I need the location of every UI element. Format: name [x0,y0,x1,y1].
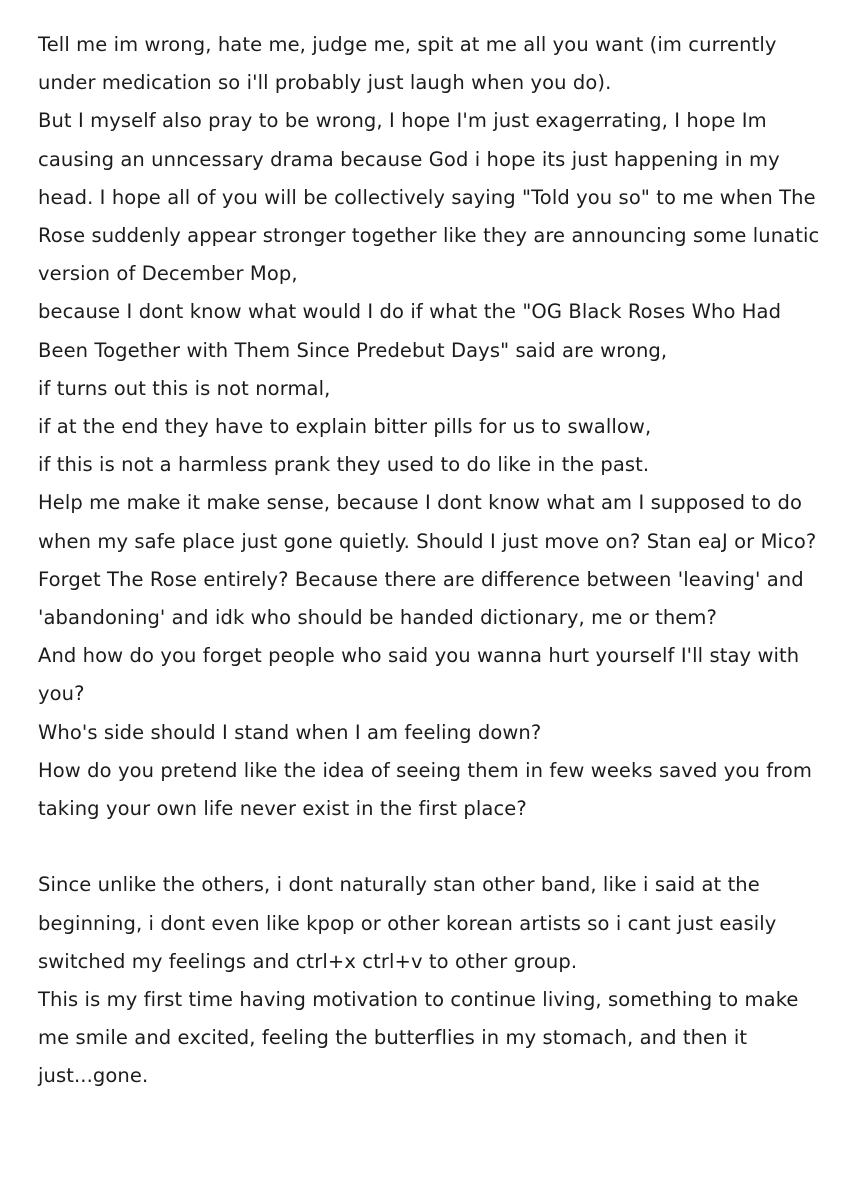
paragraph-1: Tell me im wrong, hate me, judge me, spit at me all you want (im currently under medication so i'll probably just laugh when you do). [38,33,777,95]
paragraph-4: if turns out this is not normal, [38,376,331,400]
paragraph-8: And how do you forget people who said you wanna hurt yourself I'll stay with you? [38,644,800,706]
paragraph-12: This is my first time having motivation to continue living, something to make me smile and excited, feeling the butterflies in my stomach, and then it just...gone. [38,988,799,1088]
paragraph-2: But I myself also pray to be wrong, I hope I'm just exagerrating, I hope Im causing an unncessary drama because God i hope its just happening in my head. I hope all of you will be collectively saying "Told you so" to me when The Rose suddenly appear stronger together like they are announcing some lunatic version of December Mop, [38,109,820,286]
paragraph-5: if at the end they have to explain bitter pills for us to swallow, [38,415,652,439]
paragraph-gap [38,828,828,866]
paragraph-9: Who's side should I stand when I am feeling down? [38,720,542,744]
note-text [38,26,828,1096]
paragraph-3: because I dont know what would I do if what the "OG Black Roses Who Had Been Together with Them Since Predebut Days" said are wrong, [38,300,782,362]
paragraph-7: Help me make it make sense, because I dont know what am I supposed to do when my safe place just gone quietly. Should I just move on? Stan eaJ or Mico? Forget The Rose entirely? Because there are difference between 'leaving' and 'abandoning' and idk who should be handed dictionary, me or them? [38,491,817,630]
paragraph-10: How do you pretend like the idea of seeing them in few weeks saved you from taking your own life never exist in the first place? [38,758,812,821]
paragraph-11: Since unlike the others, i dont naturally stan other band, like i said at the beginning, i dont even like kpop or other korean artists so i cant just easily switched my feelings and ctrl+x ctrl+v to other group. [38,873,777,973]
paragraph-6: if this is not a harmless prank they used to do like in the past. [38,453,650,477]
